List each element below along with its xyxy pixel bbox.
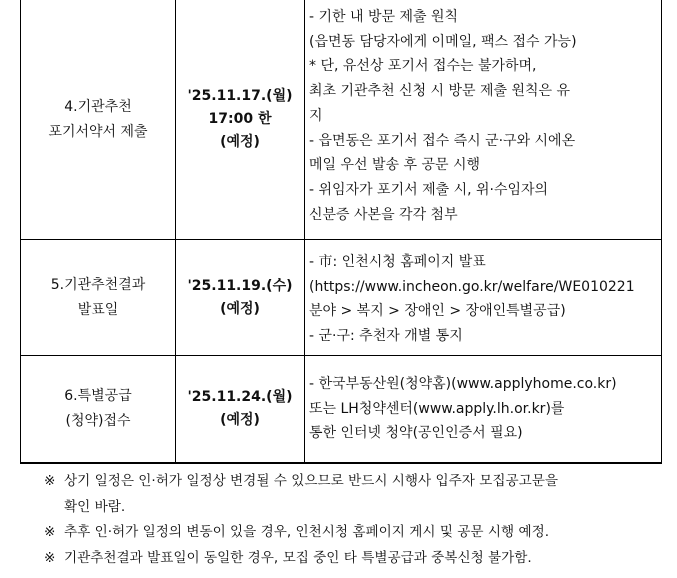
note-mark: ※ xyxy=(44,473,56,489)
date-text: '25.11.24.(월) xyxy=(187,389,293,405)
stage-label: 6.특별공급 xyxy=(64,388,132,404)
detail-line: 지 xyxy=(309,107,323,124)
detail-line: - 市: 인천시청 홈페이지 발표 xyxy=(309,254,486,270)
date-cell xyxy=(176,0,304,239)
stage-label: 4.기관추천 xyxy=(64,98,132,115)
stage-label: (청약)접수 xyxy=(65,413,131,429)
note-item xyxy=(44,520,558,546)
notes-section xyxy=(44,469,558,571)
date-cell xyxy=(176,356,304,462)
detail-cell xyxy=(309,250,635,349)
date-text: '25.11.19.(수) xyxy=(187,277,293,294)
detail-line: (https://www.incheon.go.kr/welfare/WE010221 xyxy=(309,278,635,295)
date-text: 17:00 한 xyxy=(208,111,272,127)
table-divider-2 xyxy=(304,0,305,464)
stage-cell xyxy=(21,0,175,239)
note-mark: ※ xyxy=(44,524,56,540)
detail-line: - 위임자가 포기서 제출 시, 위·수임자의 xyxy=(309,181,549,198)
stage-cell xyxy=(21,240,175,355)
table-border-bottom xyxy=(20,462,662,464)
detail-line: - 한국부동산원(청약홈)(www.applyhome.co.kr) xyxy=(309,376,617,392)
detail-line: 신분증 사본을 각각 첨부 xyxy=(309,206,458,223)
date-text: (예정) xyxy=(220,134,260,150)
detail-line: * 단, 유선상 포기서 접수는 불가하며, xyxy=(309,58,537,75)
stage-label: 5.기관추천결과 xyxy=(50,276,146,293)
note-item xyxy=(44,546,558,572)
detail-line: 최초 기관추천 신청 시 방문 제출 원칙은 유 xyxy=(309,83,571,100)
stage-label: 포기서약서 제출 xyxy=(48,123,148,140)
date-text: (예정) xyxy=(220,412,260,428)
date-cell xyxy=(176,240,304,355)
detail-line: 메일 우선 발송 후 공문 시행 xyxy=(309,157,481,174)
note-text: 추후 인·허가 일정의 변동이 있을 경우, 인천시청 홈페이지 게시 및 공문 시행 예정. xyxy=(64,524,550,540)
detail-line: - 읍면동은 포기서 접수 즉시 군·구와 시에온 xyxy=(309,132,576,149)
note-text: 상기 일정은 인·허가 일정상 변경될 수 있으므로 반드시 시행사 입주자 모집공고문을 xyxy=(64,473,559,489)
note-text: 기관추천결과 발표일이 동일한 경우, 모집 중인 타 특별공급과 중복신청 불가함. xyxy=(64,549,532,566)
detail-cell xyxy=(309,5,577,227)
date-text: (예정) xyxy=(220,300,260,317)
detail-line: 분야 > 복지 > 장애인 > 장애인특별공급) xyxy=(309,303,566,320)
detail-line: 또는 LH청약센터(www.apply.lh.or.kr)를 xyxy=(309,400,565,417)
detail-cell xyxy=(309,372,617,446)
detail-line: - 군·구: 추천자 개별 통지 xyxy=(309,328,463,345)
stage-cell xyxy=(21,356,175,462)
note-item xyxy=(44,469,558,495)
table-border-right xyxy=(661,0,662,464)
detail-line: - 기한 내 방문 제출 원칙 xyxy=(309,9,459,25)
detail-line: 통한 인터넷 청약(공인인증서 필요) xyxy=(309,425,523,442)
stage-label: 발표일 xyxy=(77,301,119,318)
note-mark: ※ xyxy=(44,549,56,566)
detail-line: (읍면동 담당자에게 이메일, 팩스 접수 가능) xyxy=(309,33,577,50)
note-continuation: 확인 바람. xyxy=(64,498,126,515)
date-text: '25.11.17.(월) xyxy=(187,88,293,104)
